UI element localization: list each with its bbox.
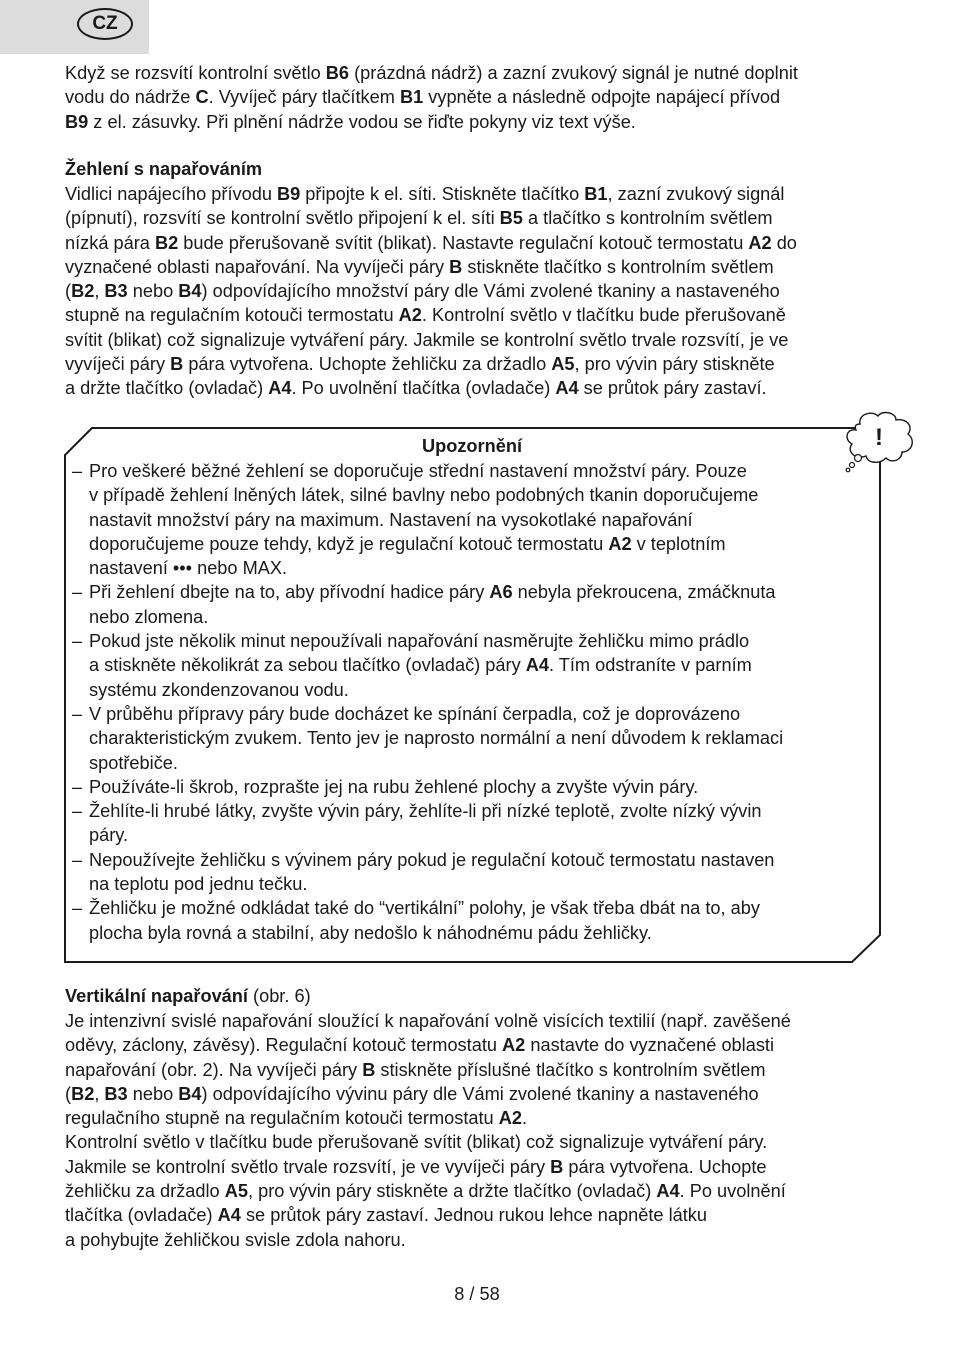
warning-item: [72, 848, 877, 897]
warning-item: [72, 896, 877, 945]
warning-item-text: Pokud jste několik minut nepoužívali napařování nasměrujte žehličku mimo prádlo a stiskněte několikrát za sebou tlačítko (ovladač) páry A4. Tím odstraníte v parním systému zkondenzovanou vodu.: [89, 631, 752, 700]
warning-item: [72, 459, 877, 580]
warning-item: [72, 580, 877, 629]
steam-ironing-paragraph: Vidlici napájecího přívodu B9 připojte k el. síti. Stiskněte tlačítko B1, zazní zvukový signál (pípnutí), rozsvítí se kontrolní světlo připojení k el. síti B5 a tlačítko s kontrolním světlem nízká pára B2 bude přerušovaně svítit (blikat). Nastavte regulační kotouč termostatu A2 do vyznačené oblasti napařování. Na vyvíječi páry B stiskněte tlačítko s kontrolním světlem (B2, B3 nebo B4) odpovídajícího množství páry dle Vámi zvolené tkaniny a nastaveného stupně na regulačním kotouči termostatu A2. Kontrolní světlo v tlačítku bude přerušovaně svítit (blikat) což signalizuje vytváření páry. Jakmile se kontrolní světlo trvale rozsvítí, je ve vyvíječi páry B pára vytvořena. Uchopte žehličku za držadlo A5, pro vývin páry stiskněte a držte tlačítko (ovladač) A4. Po uvolnění tlačítka (ovladače) A4 se průtok páry zastaví.: [65, 184, 797, 399]
warning-item: [72, 799, 877, 848]
warning-item-text: Žehličku je možné odkládat také do “vertikální” polohy, je však třeba dbát na to, aby plocha byla rovná a stabilní, aby nedošlo k náhodnému pádu žehličky.: [89, 898, 760, 943]
list-dash: –: [72, 849, 83, 870]
list-dash: –: [72, 631, 83, 652]
warning-item-text: Nepoužívejte žehličku s vývinem páry pokud je regulační kotouč termostatu nastaven na teplotu pod jednu tečku.: [89, 849, 775, 895]
list-dash: –: [72, 582, 83, 603]
section-heading-steam-ironing: Žehlení s napařováním: [65, 159, 263, 179]
warning-list: [72, 459, 877, 945]
warning-item: [72, 775, 877, 799]
vertical-steaming-figure-ref: (obr. 6): [247, 986, 311, 1006]
warning-item-text: Používáte-li škrob, rozprašte jej na rubu žehlené plochy a zvyšte vývin páry.: [89, 776, 699, 797]
language-tab: [0, 0, 149, 54]
language-badge: CZ: [77, 8, 133, 40]
list-dash: –: [72, 703, 83, 724]
list-dash: –: [72, 898, 83, 919]
list-dash: –: [72, 801, 83, 822]
warning-item: [72, 629, 877, 702]
list-dash: –: [72, 461, 83, 481]
vertical-steaming-paragraph: Je intenzivní svislé napařování sloužící k napařování volně visících textilií (např. zavěšené oděvy, záclony, závěsy). Regulační kotouč termostatu A2 nastavte do vyznačené oblasti napařování (obr. 2). Na vyvíječi páry B stiskněte příslušné tlačítko s kontrolním světlem (B2, B3 nebo B4) odpovídajícího vývinu páry dle Vámi zvolené tkaniny a nastaveného regulačního stupně na regulačním kotouči termostatu A2. Kontrolní světlo v tlačítku bude přerušovaně svítit (blikat) což signalizuje vytváření páry. Jakmile se kontrolní světlo trvale rozsvítí, je ve vyvíječi páry B pára vytvořena. Uchopte žehličku za držadlo A5, pro vývin páry stiskněte a držte tlačítko (ovladač) A4. Po uvolnění tlačítka (ovladače) A4 se průtok páry zastaví. Jednou rukou lehce napněte látku a pohybujte žehličkou svisle zdola nahoru.: [65, 1011, 791, 1250]
intro-paragraph: Když se rozsvítí kontrolní světlo B6 (prázdná nádrž) a zazní zvukový signál je nutné doplnit vodu do nádrže C. Vyvíječ páry tlačítkem B1 vypněte a následně odpojte napájecí přívod B9 z el. zásuvky. Při plnění nádrže vodou se řiďte pokyny viz text výše.: [65, 63, 798, 132]
warning-item: [72, 702, 877, 775]
list-dash: –: [72, 776, 83, 797]
warning-item-text: Žehlíte-li hrubé látky, zvyšte vývin páry, žehlíte-li při nízké teplotě, zvolte nízký vývin páry.: [89, 801, 762, 846]
vertical-steaming-heading: Vertikální napařování: [65, 986, 248, 1006]
warning-item-text: V průběhu přípravy páry bude docházet ke spínání čerpadla, což je doprovázeno charakteristickým zvukem. Tento jev je naprosto normální a není důvodem k reklamaci spotřebiče.: [89, 703, 784, 773]
exclamation-mark: !: [875, 424, 883, 451]
warning-item-text: Pro veškeré běžné žehlení se doporučuje střední nastavení množství páry. Pouze v případě žehlení lněných látek, silné bavlny nebo podobných tkanin doporučujeme nastavit množství páry na maximum. Nastavení na vysokotlaké napařování doporučujeme pouze tehdy, když je regulační kotouč termostatu A2 v teplotním nastavení ••• nebo MAX.: [89, 461, 759, 579]
warning-title: Upozornění: [421, 436, 523, 456]
warning-item-text: Při žehlení dbejte na to, aby přívodní hadice páry A6 nebyla překroucena, zmáčknuta nebo zlomena.: [89, 582, 776, 627]
section-heading-vertical-steaming: [65, 984, 895, 1008]
page-number: 8 / 58: [454, 1284, 500, 1304]
